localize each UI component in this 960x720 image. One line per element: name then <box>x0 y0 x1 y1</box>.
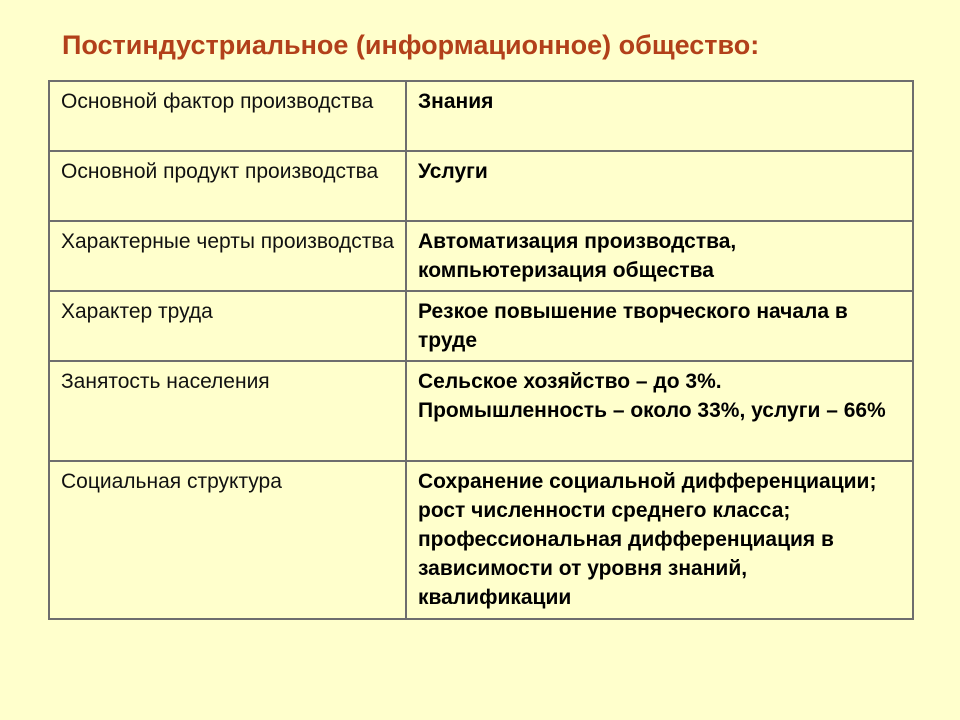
row-value: Резкое повышение творческого начала в труде <box>406 291 913 361</box>
row-value: Услуги <box>406 151 913 221</box>
row-label: Основной фактор производства <box>49 81 406 151</box>
table-row <box>49 81 913 151</box>
row-label: Социальная структура <box>49 461 406 619</box>
page-title: Постиндустриальное (информационное) общество: <box>62 30 760 60</box>
row-label: Характер труда <box>49 291 406 361</box>
comparison-table <box>48 80 914 620</box>
row-label: Характерные черты производства <box>49 221 406 291</box>
row-value: Знания <box>406 81 913 151</box>
row-label: Занятость населения <box>49 361 406 461</box>
table-row <box>49 151 913 221</box>
table-row <box>49 361 913 461</box>
row-value: Сохранение социальной дифференциации; рост численности среднего класса; профессиональная дифференциация в зависимости от уровня знаний, квалификации <box>406 461 913 619</box>
table-row <box>49 221 913 291</box>
row-label: Основной продукт производства <box>49 151 406 221</box>
row-value: Сельское хозяйство – до 3%. Промышленность – около 33%, услуги – 66% <box>406 361 913 461</box>
row-value: Автоматизация производства, компьютеризация общества <box>406 221 913 291</box>
table-row <box>49 291 913 361</box>
table-row <box>49 461 913 619</box>
